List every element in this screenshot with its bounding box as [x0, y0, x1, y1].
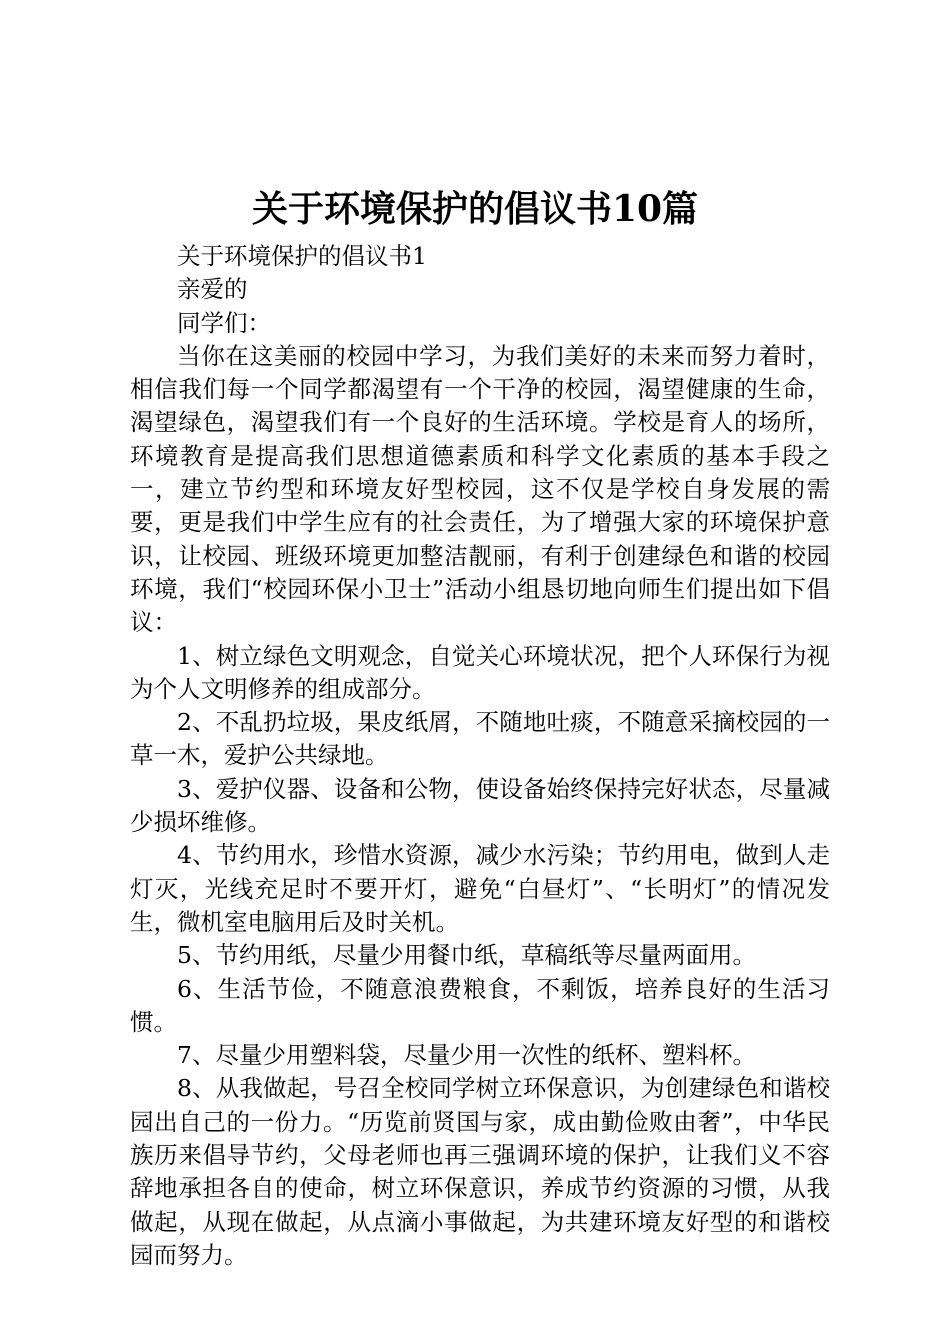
salutation-line-2: 同学们：: [177, 308, 271, 337]
salutation-line-1: 亲爱的: [177, 275, 248, 304]
document-title: 关于环境保护的倡议书10篇: [251, 188, 699, 230]
intro-paragraph: 当你在这美丽的校园中学习，为我们美好的未来而努力着时，相信我们每一个同学都渴望有一个干净的校园，渴望健康的生命，渴望绿色，渴望我们有一个良好的生活环境。学校是育人的场所，环境教育是提高我们思想道德素质和科学文化素质的基本手段之一，建立节约型和环境友好型校园，这不仅是学校自身发展的需要，更是我们中学生应有的社会责任，为了增强大家的环境保护意识，让校园、班级环境更加整洁靓丽，有利于创建绿色和谐的校园环境，我们“校园环保小卫士”活动小组恳切地向师生们提出如下倡议：: [130, 341, 830, 637]
proposal-item-4: 4、节约用水，珍惜水资源，减少水污染；节约用电，做到人走灯灭，光线充足时不要开灯，避免“白昼灯”、“长明灯”的情况发生，微机室电脑用后及时关机。: [130, 841, 830, 936]
proposal-item-6: 6、生活节俭，不随意浪费粮食，不剩饭，培养良好的生活习惯。: [130, 974, 830, 1036]
section-heading: 关于环境保护的倡议书1: [177, 242, 427, 270]
proposal-item-2: 2、不乱扔垃圾，果皮纸屑，不随地吐痰，不随意采摘校园的一草一木，爱护公共绿地。: [130, 708, 830, 770]
proposal-item-5: 5、节约用纸，尽量少用餐巾纸，草稿纸等尽量两面用。: [177, 941, 756, 970]
proposal-item-8: 8、从我做起，号召全校同学树立环保意识，为创建绿色和谐校园出自己的一份力。“历览前贤国与家，成由勤俭败由奢”，中华民族历来倡导节约，父母老师也再三强调环境的保护，让我们义不容辞地承担各自的使命，树立环保意识，养成节约资源的习惯，从我做起，从现在做起，从点滴小事做起，为共建环境友好型的和谐校园而努力。: [130, 1074, 830, 1269]
proposal-item-7: 7、尽量少用塑料袋，尽量少用一次性的纸杯、塑料杯。: [177, 1041, 756, 1070]
proposal-item-3: 3、爱护仪器、设备和公物，使设备始终保持完好状态，尽量减少损坏维修。: [130, 774, 830, 837]
proposal-item-1: 1、树立绿色文明观念，自觉关心环境状况，把个人环保行为视为个人文明修养的组成部分。: [130, 641, 830, 703]
document-body: [130, 240, 830, 1272]
